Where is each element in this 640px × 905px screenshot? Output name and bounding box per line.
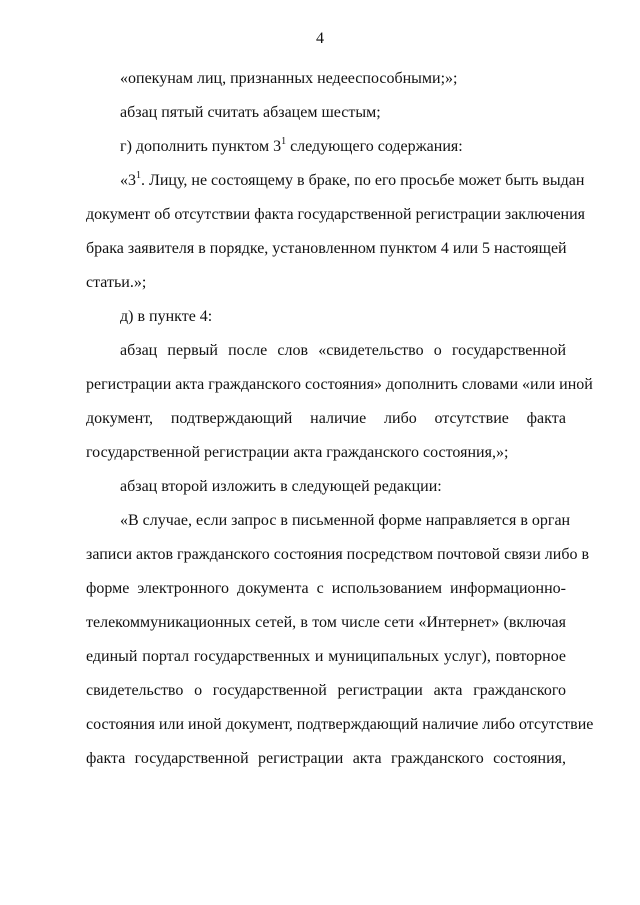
text-line: д) в пункте 4: (120, 308, 213, 325)
text-line (86, 130, 566, 164)
text-line: состояния или иной документ, подтверждающий наличие либо отсутствие (86, 716, 594, 733)
text-line: факта государственной регистрации акта гражданского состояния, (86, 750, 566, 767)
text-line: абзац первый после слов «свидетельство о государственной (120, 342, 566, 359)
text-line: записи актов гражданского состояния посредством почтовой связи либо в (86, 546, 590, 563)
text-line: свидетельство о государственной регистрации акта гражданского (86, 682, 566, 699)
superscript: 1 (281, 136, 287, 147)
text-line: документ, подтверждающий наличие либо отсутствие факта (86, 410, 566, 427)
text-line: статьи.»; (86, 274, 147, 291)
text-line: абзац второй изложить в следующей редакции: (120, 478, 442, 495)
text-fragment: . Лицу, не состоящему в браке, по его просьбе может быть выдан (141, 172, 585, 189)
text-line: абзац пятый считать абзацем шестым; (120, 104, 381, 121)
text-line: документ об отсутствии факта государственной регистрации заключения (86, 206, 586, 223)
text-line: государственной регистрации акта гражданского состояния,»; (86, 444, 509, 461)
text-line: телекоммуникационных сетей, в том числе сети «Интернет» (включая (86, 614, 566, 631)
text-line: «В случае, если запрос в письменной форме направляется в орган (120, 512, 571, 529)
text-fragment: «3 (120, 172, 136, 189)
text-line (86, 164, 585, 198)
text-line: брака заявителя в порядке, установленном пунктом 4 или 5 настоящей (86, 240, 567, 257)
page-number: 4 (316, 30, 324, 47)
text-line: регистрации акта гражданского состояния» дополнить словами «или иной (86, 376, 593, 393)
document-body (86, 62, 594, 776)
text-fragment: г) дополнить пунктом 3 (120, 138, 282, 155)
text-line: единый портал государственных и муниципальных услуг), повторное (86, 648, 566, 665)
text-fragment: следующего содержания: (286, 138, 463, 155)
text-line: форме электронного документа с использованием информационно- (86, 580, 566, 597)
text-line: «опекунам лиц, признанных недееспособными;»; (120, 70, 458, 87)
superscript: 1 (136, 170, 141, 181)
